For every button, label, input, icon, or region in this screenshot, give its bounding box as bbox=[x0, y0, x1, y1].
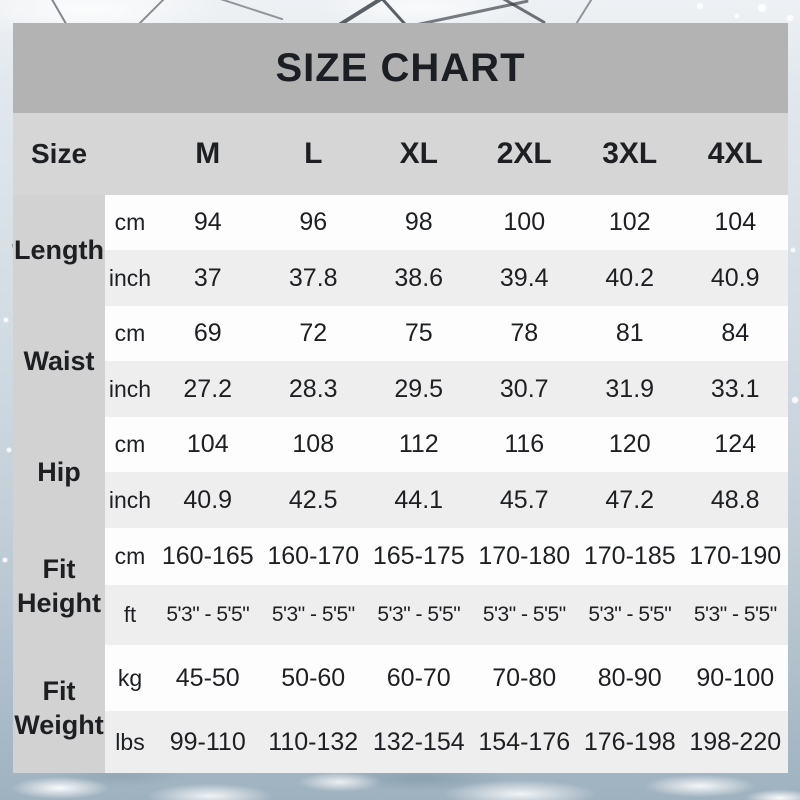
column-header-3xl: 3XL bbox=[602, 137, 658, 170]
size-chart bbox=[13, 23, 788, 773]
column-header-4xl: 4XL bbox=[707, 137, 763, 170]
row-group-fit-weight bbox=[13, 645, 788, 773]
value-cell: 5'3" - 5'5" bbox=[271, 603, 355, 626]
value-cell: 80-90 bbox=[597, 663, 662, 692]
value-cell: 60-70 bbox=[386, 663, 451, 692]
value-cell: 28.3 bbox=[288, 374, 338, 403]
row-group-label: Fit Weight bbox=[13, 645, 105, 773]
unit-label: ft bbox=[123, 602, 137, 627]
unit-label: cm bbox=[114, 320, 146, 346]
unit-label: inch bbox=[108, 375, 152, 402]
value-cell: 104 bbox=[186, 430, 229, 458]
value-cell: 108 bbox=[292, 430, 335, 458]
row-group-label: Fit Height bbox=[13, 528, 105, 645]
measurement-row-lbs bbox=[105, 711, 788, 773]
value-cell: 112 bbox=[398, 430, 439, 458]
value-cell: 170-185 bbox=[583, 542, 676, 570]
value-cell: 29.5 bbox=[394, 374, 444, 403]
unit-label: cm bbox=[114, 209, 146, 235]
value-cell: 48.8 bbox=[710, 485, 760, 514]
unit-label: cm bbox=[114, 431, 146, 457]
row-group-label: Waist bbox=[13, 306, 105, 417]
branch-decoration bbox=[207, 0, 284, 20]
measurement-row-cm bbox=[105, 195, 788, 250]
measurement-row-inch bbox=[105, 250, 788, 306]
value-cell: 37 bbox=[193, 263, 222, 292]
column-header-l: L bbox=[304, 137, 323, 170]
value-cell: 44.1 bbox=[394, 485, 444, 514]
row-group-rows bbox=[105, 528, 788, 645]
measurement-row-inch bbox=[105, 361, 788, 417]
value-cell: 132-154 bbox=[372, 727, 465, 756]
row-group-label: Length bbox=[13, 195, 105, 306]
unit-label: inch bbox=[108, 264, 152, 291]
value-cell: 69 bbox=[193, 319, 222, 347]
size-table-body bbox=[13, 195, 788, 773]
value-cell: 120 bbox=[608, 430, 651, 458]
unit-label: inch bbox=[108, 486, 152, 513]
unit-label: lbs bbox=[115, 728, 145, 755]
value-cell: 198-220 bbox=[689, 727, 782, 756]
value-cell: 124 bbox=[714, 430, 757, 458]
row-group-rows bbox=[105, 306, 788, 417]
value-cell: 5'3" - 5'5" bbox=[588, 603, 672, 626]
value-cell: 78 bbox=[510, 319, 539, 347]
value-cell: 40.9 bbox=[710, 263, 760, 292]
row-group-rows bbox=[105, 417, 788, 528]
value-cell: 81 bbox=[615, 319, 644, 347]
measurement-row-cm bbox=[105, 306, 788, 361]
value-cell: 96 bbox=[299, 208, 328, 236]
value-cell: 98 bbox=[404, 208, 433, 236]
value-cell: 40.2 bbox=[605, 263, 655, 292]
value-cell: 31.9 bbox=[605, 374, 655, 403]
measurement-row-ft bbox=[105, 585, 788, 645]
chart-title: SIZE CHART bbox=[275, 45, 526, 90]
value-cell: 45-50 bbox=[175, 663, 240, 692]
chart-title-banner bbox=[13, 23, 788, 113]
row-group-rows bbox=[105, 645, 788, 773]
value-cell: 160-165 bbox=[161, 542, 254, 570]
value-cell: 116 bbox=[504, 430, 545, 458]
value-cell: 160-170 bbox=[267, 542, 360, 570]
value-cell: 110-132 bbox=[268, 727, 359, 756]
value-cell: 102 bbox=[608, 208, 651, 236]
value-cell: 75 bbox=[404, 319, 433, 347]
value-cell: 70-80 bbox=[492, 663, 557, 692]
value-cell: 99-110 bbox=[169, 727, 246, 756]
column-header-2xl: 2XL bbox=[496, 137, 552, 170]
value-cell: 90-100 bbox=[696, 663, 775, 692]
row-group-fit-height bbox=[13, 528, 788, 645]
value-cell: 30.7 bbox=[499, 374, 549, 403]
value-cell: 27.2 bbox=[183, 374, 233, 403]
value-cell: 45.7 bbox=[499, 485, 549, 514]
value-cell: 40.9 bbox=[183, 485, 233, 514]
value-cell: 165-175 bbox=[372, 542, 465, 570]
measurement-row-kg bbox=[105, 645, 788, 711]
value-cell: 176-198 bbox=[583, 727, 676, 756]
value-cell: 38.6 bbox=[394, 263, 444, 292]
row-group-rows bbox=[105, 195, 788, 306]
row-group-waist bbox=[13, 306, 788, 417]
value-cell: 170-180 bbox=[478, 542, 571, 570]
column-header-m: M bbox=[195, 137, 221, 170]
value-cell: 104 bbox=[714, 208, 757, 236]
value-cell: 5'3" - 5'5" bbox=[166, 603, 250, 626]
branch-decoration bbox=[484, 0, 546, 24]
value-cell: 94 bbox=[193, 208, 222, 236]
value-cell: 37.8 bbox=[288, 263, 338, 292]
row-group-hip bbox=[13, 417, 788, 528]
row-group-label: Hip bbox=[13, 417, 105, 528]
row-group-length bbox=[13, 195, 788, 306]
value-cell: 170-190 bbox=[689, 542, 782, 570]
column-header-xl: XL bbox=[399, 137, 438, 170]
value-cell: 33.1 bbox=[710, 374, 760, 403]
table-header-row bbox=[13, 113, 788, 195]
value-cell: 39.4 bbox=[499, 263, 549, 292]
measurement-row-cm bbox=[105, 417, 788, 472]
measurement-row-cm bbox=[105, 528, 788, 585]
measurement-row-inch bbox=[105, 472, 788, 528]
unit-label: kg bbox=[117, 664, 143, 691]
value-cell: 50-60 bbox=[281, 663, 346, 692]
value-cell: 100 bbox=[503, 208, 546, 236]
value-cell: 5'3" - 5'5" bbox=[482, 603, 566, 626]
value-cell: 84 bbox=[721, 319, 750, 347]
unit-label: cm bbox=[114, 543, 146, 569]
value-cell: 72 bbox=[299, 319, 328, 347]
value-cell: 42.5 bbox=[288, 485, 338, 514]
value-cell: 154-176 bbox=[478, 727, 571, 756]
value-cell: 5'3" - 5'5" bbox=[693, 603, 777, 626]
value-cell: 47.2 bbox=[605, 485, 655, 514]
value-cell: 5'3" - 5'5" bbox=[377, 603, 461, 626]
corner-header-size: Size bbox=[30, 138, 88, 169]
